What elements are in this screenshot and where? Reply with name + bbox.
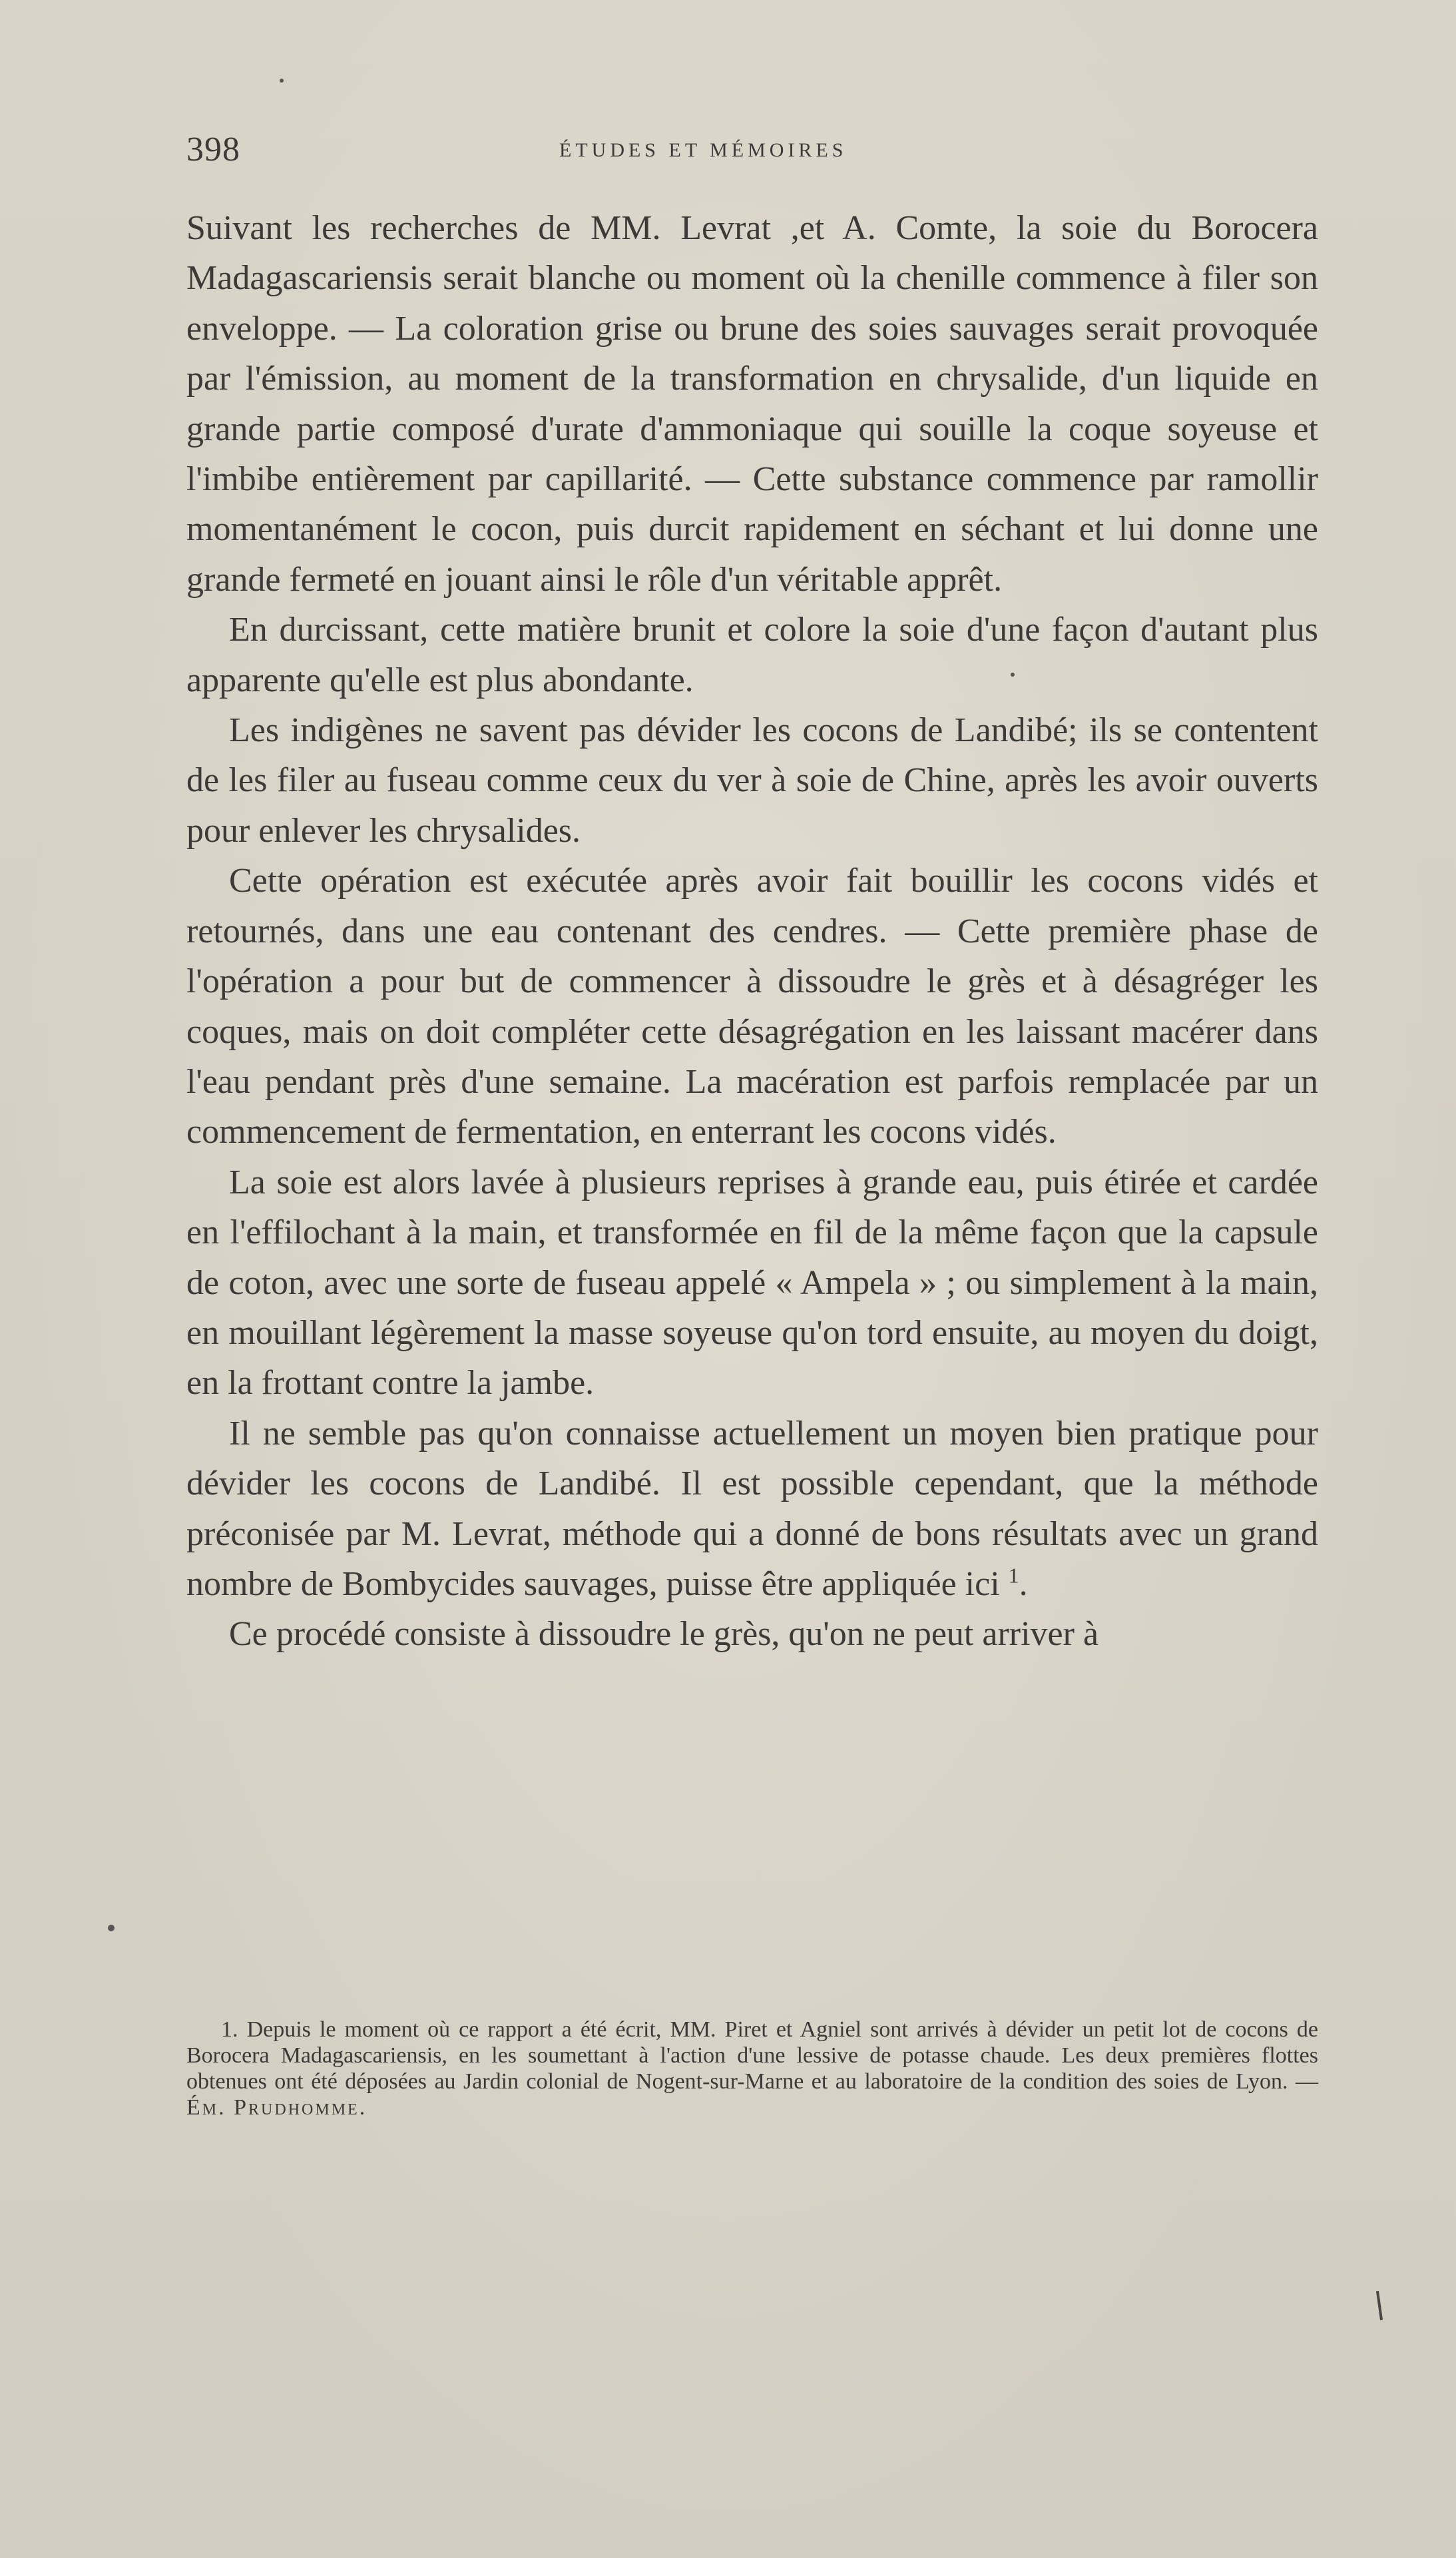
ink-speck (1011, 673, 1015, 677)
footnote-text: 1. Depuis le moment où ce rapport a été écrit, MM. Piret et Agniel sont arrivés à dévider un petit lot de cocons de Borocera Madagascariensis, en les soumettant à l'action d'une lessive de potasse chaude. Les deux premières flottes obtenues ont été déposées au Jardin colonial de Nogent-sur-Marne et au laboratoire de la condition des soies de Lyon. — (186, 2017, 1318, 2094)
main-text (186, 203, 1318, 1660)
paragraph-7: Ce procédé consiste à dissoudre le grès, qu'on ne peut arriver à (229, 1615, 1099, 1654)
page-number: 398 (186, 131, 240, 168)
paragraph-6-end: . (1019, 1564, 1028, 1603)
ink-speck (108, 1925, 115, 1931)
footnote-signature: Ém. Prudhomme. (186, 2095, 367, 2120)
page-header (186, 130, 1318, 170)
ink-speck (280, 79, 284, 83)
footnote-paragraph (186, 2017, 1318, 2120)
paragraph-6 (186, 1409, 1318, 1610)
running-head: ÉTUDES ET MÉMOIRES (559, 139, 848, 161)
footnote-reference: 1 (1008, 1563, 1019, 1588)
paragraph-1: Suivant les recherches de MM. Levrat ,et A. Comte, la soie du Borocera Madagascariensis serait blanche ou moment où la chenille commence à filer son enveloppe. — La coloration grise ou brune des soies sauvages serait provoquée par l'émission, au moment de la transformation en chrysalide, d'un liquide en grande partie composé d'urate d'ammoniaque qui souille la coque soyeuse et l'imbibe entièrement par capillarité. — Cette substance commence par ramollir momentanément le cocon, puis durcit rapidement en séchant et lui donne une grande fermeté en jouant ainsi le rôle d'un véritable apprêt. (186, 209, 1318, 599)
paragraph-2: En durcissant, cette matière brunit et colore la soie d'une façon d'autant plus apparente qu'elle est plus abondante. (186, 611, 1318, 699)
margin-mark (1376, 2291, 1383, 2320)
footnote (186, 2017, 1318, 2120)
paragraph-5: La soie est alors lavée à plusieurs reprises à grande eau, puis étirée et cardée en l'effilochant à la main, et transformée en fil de la même façon que la capsule de coton, avec une sorte de fuseau appelé « Ampela » ; ou simplement à la main, en mouillant légèrement la masse soyeuse qu'on tord ensuite, au moyen du doigt, en la frottant contre la jambe. (186, 1163, 1318, 1403)
paragraph-3: Les indigènes ne savent pas dévider les cocons de Landibé; ils se contentent de les filer au fuseau comme ceux du ver à soie de Chine, après les avoir ouverts pour enlever les chrysalides. (186, 711, 1318, 850)
paragraph-4: Cette opération est exécutée après avoir fait bouillir les cocons vidés et retournés, dans une eau contenant des cendres. — Cette première phase de l'opération a pour but de commencer à dissoudre le grès et à désagréger les coques, mais on doit compléter cette désagrégation en les laissant macérer dans l'eau pendant près d'une semaine. La macération est parfois remplacée par un commencement de fermentation, en enterrant les cocons vidés. (186, 862, 1318, 1151)
paragraph-6-text: Il ne semble pas qu'on connaisse actuellement un moyen bien pratique pour dévider les cocons de Landibé. Il est possible cependant, que la méthode préconisée par M. Levrat, méthode qui a donné de bons résultats avec un grand nombre de Bombycides sauvages, puisse être appliquée ici (186, 1414, 1318, 1603)
